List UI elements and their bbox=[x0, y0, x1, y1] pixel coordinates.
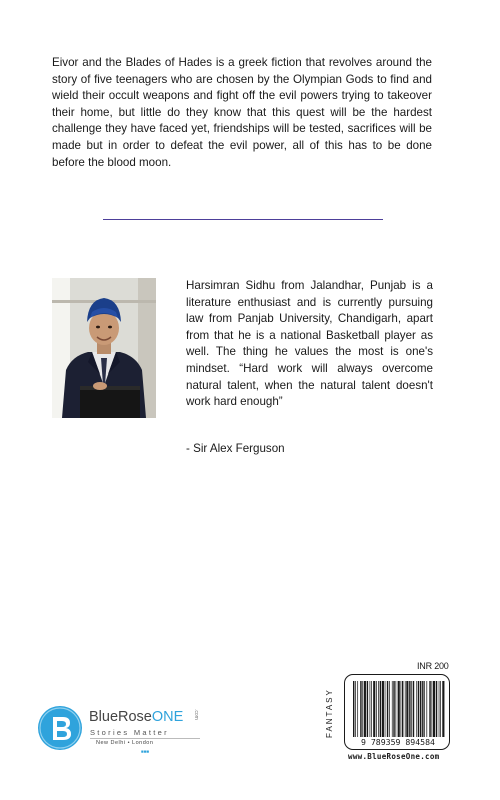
barcode-bar bbox=[431, 681, 432, 737]
barcode-bar bbox=[409, 681, 410, 737]
barcode-bar bbox=[405, 681, 406, 737]
tagline-rule bbox=[90, 738, 200, 739]
quote-attribution: - Sir Alex Ferguson bbox=[186, 442, 285, 455]
barcode-bar bbox=[398, 681, 400, 737]
author-photo bbox=[52, 278, 156, 418]
barcode-bar bbox=[385, 681, 386, 737]
publisher-locations: New Delhi • London bbox=[96, 740, 154, 746]
author-bio: Harsimran Sidhu from Jalandhar, Punjab is a literature enthusiast and is currently pursuing law from Panjab University, Chandigarh, apart from that he is a national Basketball player as well. The thing he values the most is one's mindset. “Hard work will always overcome natural talent, when the natural talent doesn't work hard enough” bbox=[186, 279, 433, 409]
barcode-bar bbox=[395, 681, 396, 737]
barcode-bar bbox=[380, 681, 381, 737]
barcode-bar bbox=[357, 681, 358, 737]
barcode-bar bbox=[378, 681, 379, 737]
barcode-bar bbox=[442, 681, 444, 737]
barcode-bar bbox=[413, 681, 414, 737]
publisher-name bbox=[89, 709, 183, 725]
barcode-bar bbox=[392, 681, 393, 737]
publisher-mark: ■■■ bbox=[141, 749, 150, 754]
barcode-bar bbox=[416, 681, 417, 737]
publisher-suffix: .com bbox=[193, 709, 199, 720]
barcode-bar bbox=[411, 681, 412, 737]
barcode-bar bbox=[436, 681, 437, 737]
barcode-bar bbox=[387, 681, 388, 737]
barcode-bar bbox=[389, 681, 390, 737]
barcode-bar bbox=[362, 681, 363, 737]
barcode-bar bbox=[420, 681, 421, 737]
barcode-bar bbox=[393, 681, 394, 737]
isbn-barcode bbox=[344, 674, 450, 750]
barcode-bar bbox=[426, 681, 427, 737]
section-divider bbox=[103, 219, 383, 220]
barcode-bar bbox=[422, 681, 423, 737]
publisher-name-accent: ONE bbox=[151, 709, 184, 725]
barcode-bar bbox=[355, 681, 356, 737]
barcode-bar bbox=[370, 681, 371, 737]
barcode-bar bbox=[360, 681, 361, 737]
barcode-bar bbox=[353, 681, 354, 737]
publisher-logo bbox=[38, 706, 218, 756]
barcode-bar bbox=[364, 681, 366, 737]
barcode-bar bbox=[406, 681, 408, 737]
barcode-bar bbox=[382, 681, 384, 737]
barcode-bar bbox=[373, 681, 375, 737]
barcode-bar bbox=[418, 681, 419, 737]
publisher-tagline: Stories Matter bbox=[90, 728, 169, 737]
isbn-number: 9 789359 894584 bbox=[361, 737, 435, 747]
barcode-bar bbox=[424, 681, 425, 737]
barcode-bar bbox=[376, 681, 377, 737]
barcode-bar bbox=[402, 681, 403, 737]
publisher-website: www.BlueRoseOne.com bbox=[348, 752, 440, 761]
barcode-bar bbox=[433, 681, 435, 737]
barcode-bar bbox=[371, 681, 372, 737]
publisher-name-main: BlueRose bbox=[89, 709, 152, 725]
barcode-bar bbox=[439, 681, 440, 737]
publisher-logo-icon bbox=[38, 706, 82, 750]
book-synopsis: Eivor and the Blades of Hades is a greek fiction that revolves around the story of five teenagers who are chosen by the Olympian Gods to find and wield their occult weapons and fight off the evil powers trying to takeover their home, but little do they know that this quest will be the hardest challenge they have faced yet, friendships will be tested, sacrifices will be made but in order to defeat the evil power, all of this has to be done before the blood moon. bbox=[52, 56, 432, 169]
barcode-bar bbox=[367, 681, 368, 737]
barcode-bar bbox=[440, 681, 441, 737]
barcode-bar bbox=[401, 681, 402, 737]
genre-label: FANTASY bbox=[325, 688, 334, 739]
price-label: INR 200 bbox=[417, 661, 449, 671]
barcode-bar bbox=[429, 681, 430, 737]
